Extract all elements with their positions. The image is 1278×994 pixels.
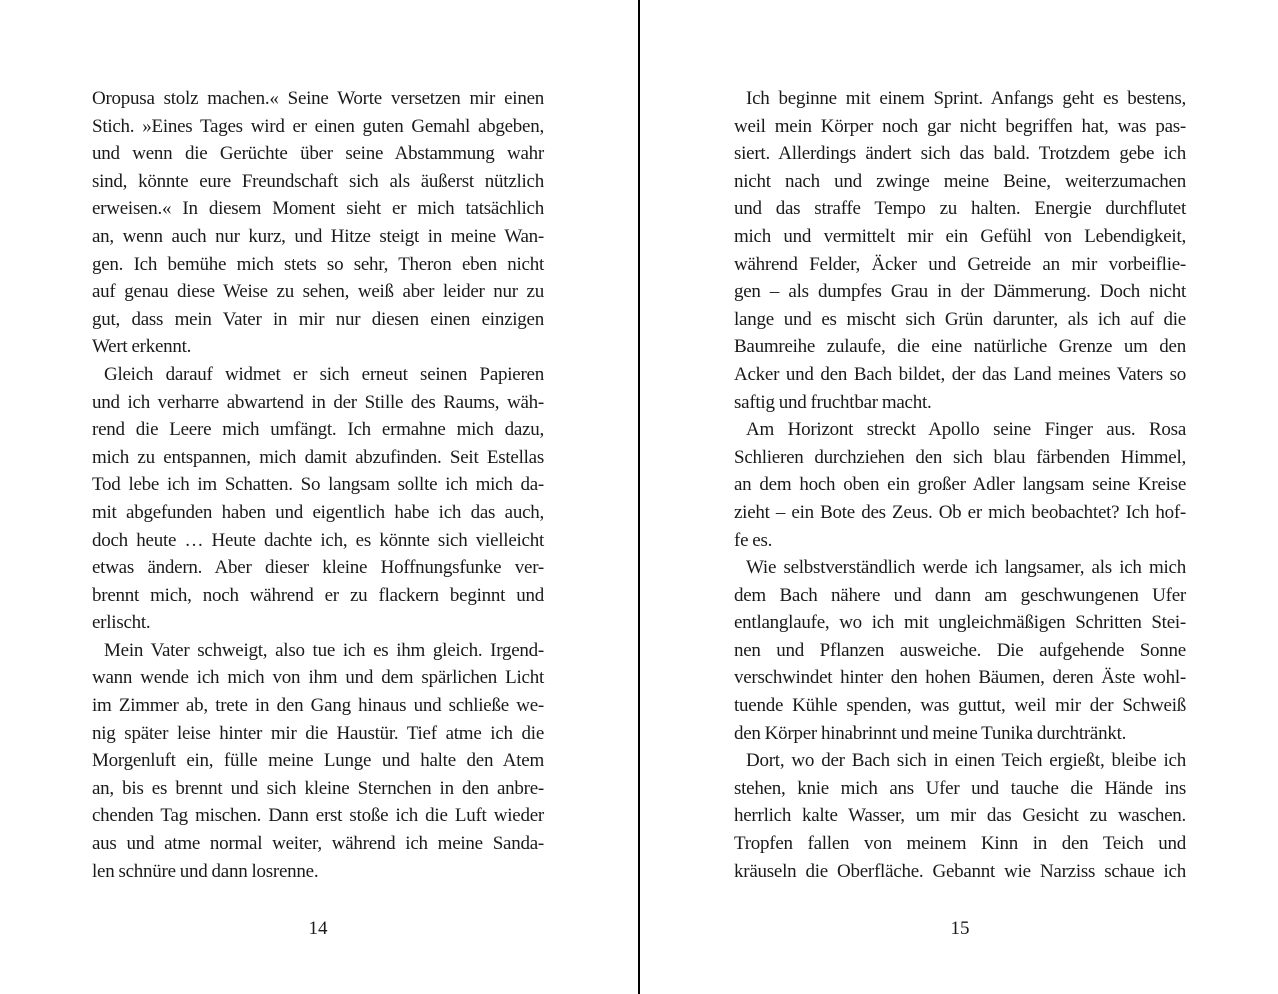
text-line: Ich beginne mit einem Sprint. Anfangs geht es bestens, (746, 88, 1186, 109)
text-line: mich zu entspannen, mich damit abzufinden. Seit Estellas (92, 446, 544, 468)
text-line: herrlich kalte Wasser, um mir das Gesicht zu waschen. (734, 805, 1186, 827)
text-line: Tropfen fallen von meinem Kinn in den Teich und (734, 833, 1186, 855)
text-line: dem Bach nähere und dann am geschwungenen Ufer (734, 584, 1186, 606)
text-line: und ich verharre abwartend in der Stille des Raums, wäh- (92, 391, 544, 413)
text-line: siert. Allerdings ändert sich das bald. Trotzdem gebe ich (734, 143, 1186, 165)
text-line: kräuseln die Oberfläche. Gebannt wie Narziss schaue ich (734, 860, 1186, 882)
text-line: an, bis es brennt und sich kleine Sternchen in den anbre- (92, 777, 544, 799)
text-line: auf genau diese Weise zu sehen, weiß aber leider nur zu (92, 281, 544, 303)
text-line: im Zimmer ab, trete in den Gang hinaus und schließe we- (92, 695, 544, 717)
paragraph (734, 85, 1186, 416)
page-divider (638, 0, 640, 994)
text-line: und das straffe Tempo zu halten. Energie durchflutet (734, 198, 1186, 220)
text-line: Tod lebe ich im Schatten. So langsam sollte ich mich da- (92, 474, 544, 496)
text-line: stehen, knie mich ans Ufer und tauche die Hände ins (734, 777, 1186, 799)
text-line: weil mein Körper noch gar nicht begriffen hat, was pas- (734, 115, 1186, 137)
text-line: lange und es mischt sich Grün darunter, als ich auf die (734, 308, 1186, 330)
page-left (92, 85, 544, 965)
text-line: len schnüre und dann losrenne. (92, 860, 319, 882)
text-line: Gleich darauf widmet er sich erneut seinen Papieren (104, 363, 544, 385)
text-line: gut, dass mein Vater in mir nur diesen einen einzigen (92, 308, 544, 330)
text-line: an dem hoch oben ein großer Adler langsam seine Kreise (734, 474, 1186, 496)
text-line: den Körper hinabrinnt und meine Tunika durchtränkt. (734, 722, 1127, 744)
text-line: brennt mich, noch während er zu flackern beginnt und (92, 584, 544, 606)
text-line: fe es. (734, 529, 773, 551)
text-line: an, wenn auch nur kurz, und Hitze steigt in meine Wan- (92, 225, 544, 247)
text-line: doch heute … Heute dachte ich, es könnte sich vielleicht (92, 529, 544, 551)
text-line: gen – als dumpfes Grau in der Dämmerung. Doch nicht (734, 281, 1186, 303)
text-line: nig später leise hinter mir die Haustür. Tief atme ich die (92, 722, 544, 744)
text-line: tuende Kühle spenden, was guttut, weil mir der Schweiß (734, 695, 1186, 717)
text-line: zieht – ein Bote des Zeus. Ob er mich beobachtet? Ich hof- (734, 501, 1186, 523)
paragraph (92, 85, 544, 361)
text-line: sind, könnte eure Freundschaft sich als äußerst nützlich (92, 170, 544, 192)
text-line: rend die Leere mich umfängt. Ich ermahne mich dazu, (92, 419, 544, 441)
text-line: Dort, wo der Bach sich in einen Teich ergießt, bleibe ich (746, 750, 1186, 772)
text-line: erlischt. (92, 612, 151, 634)
page-number: 14 (308, 918, 328, 939)
text-line: Oropusa stolz machen.« Seine Worte versetzen mir einen (92, 88, 544, 109)
text-line: chenden Tag mischen. Dann erst stoße ich die Luft wieder (92, 805, 544, 827)
text-line: Am Horizont streckt Apollo seine Finger aus. Rosa (746, 419, 1186, 441)
text-line: gen. Ich bemühe mich stets so sehr, Theron eben nicht (92, 253, 544, 275)
page-right (734, 85, 1186, 965)
page-text (92, 85, 544, 885)
text-line: verschwindet hinter den hohen Bäumen, deren Äste wohl- (734, 667, 1186, 689)
text-line: Acker und den Bach bildet, der das Land meines Vaters so (734, 363, 1186, 385)
paragraph (734, 416, 1186, 554)
text-line: etwas ändern. Aber dieser kleine Hoffnungsfunke ver- (92, 557, 544, 579)
text-line: mit abgefunden haben und eigentlich habe ich das auch, (92, 501, 544, 523)
text-line: entlanglaufe, wo ich mit ungleichmäßigen Schritten Stei- (734, 612, 1186, 634)
text-line: Morgenluft ein, fülle meine Lunge und halte den Atem (92, 750, 544, 772)
text-line: saftig und fruchtbar macht. (734, 391, 932, 413)
text-line: wann wende ich mich von ihm und dem spärlichen Licht (92, 667, 544, 689)
text-line: mich und vermittelt mir ein Gefühl von Lebendigkeit, (734, 225, 1186, 247)
text-line: Mein Vater schweigt, also tue ich es ihm gleich. Irgend- (104, 639, 544, 661)
text-line: erweisen.« In diesem Moment sieht er mich tatsächlich (92, 198, 544, 220)
paragraph (734, 554, 1186, 747)
text-line: Stich. »Eines Tages wird er einen guten Gemahl abgeben, (92, 115, 544, 137)
paragraph (92, 361, 544, 637)
text-line: während Felder, Äcker und Getreide an mir vorbeiflie- (734, 253, 1186, 275)
text-line: nicht nach und zwinge meine Beine, weiterzumachen (734, 170, 1186, 192)
text-line: Schlieren durchziehen den sich blau färbenden Himmel, (734, 446, 1186, 468)
page-text (734, 85, 1186, 885)
paragraph (92, 637, 544, 885)
text-line: aus und atme normal weiter, während ich meine Sanda- (92, 833, 544, 855)
paragraph (734, 747, 1186, 885)
text-line: nen und Pflanzen ausweiche. Die aufgehende Sonne (734, 639, 1186, 661)
text-line: und wenn die Gerüchte über seine Abstammung wahr (92, 143, 544, 165)
text-line: Wert erkennt. (92, 336, 192, 358)
text-line: Baumreihe zulaufe, die eine natürliche Grenze um den (734, 336, 1186, 358)
text-line: Wie selbstverständlich werde ich langsamer, als ich mich (746, 557, 1186, 579)
page-number: 15 (950, 918, 970, 939)
